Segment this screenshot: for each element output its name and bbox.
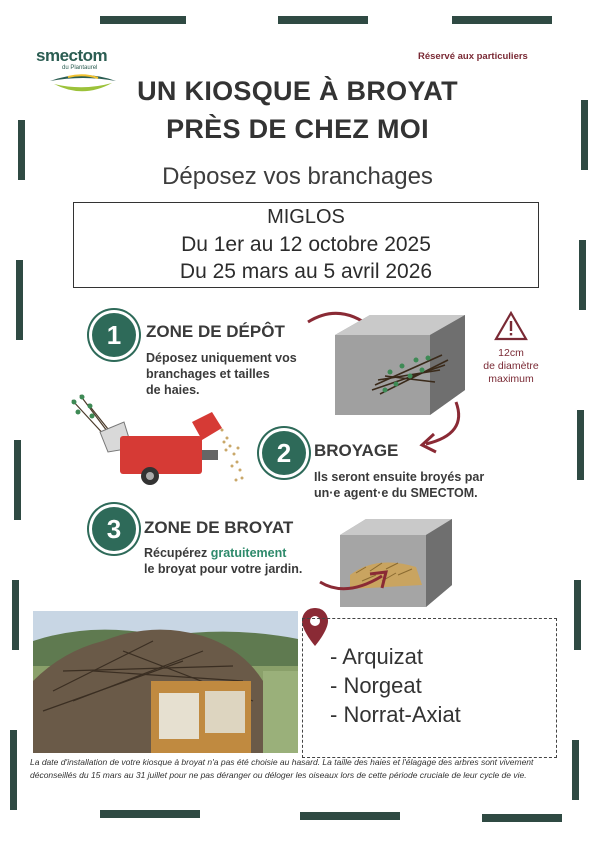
warning-line: 12cm [498,347,524,359]
step-3-number: 3 [92,507,136,551]
frame-dash [100,16,186,24]
diameter-warning [470,347,552,386]
curved-arrow-icon [316,560,396,600]
step-3-text-highlight: gratuitement [210,546,287,560]
frame-dash [300,812,400,820]
step-1-text-line: de haies. [146,383,200,397]
date-period-1: Du 1er au 12 octobre 2025 [181,233,431,256]
frame-dash [452,16,552,24]
shredder-illustration [62,390,252,490]
step-2-text [314,469,484,501]
page-title-line2: PRÈS DE CHEZ MOI [166,114,429,144]
step-2-number: 2 [262,431,306,475]
step-1-text-line: branchages et tailles [146,367,270,381]
place-name: MIGLOS [267,206,345,228]
step-2-text-line: Ils seront ensuite broyés par [314,470,485,484]
frame-dash [482,814,562,822]
page-title-line1: UN KIOSQUE À BROYAT [137,76,458,106]
warning-line: maximum [488,373,534,385]
frame-dash [14,440,21,520]
page-subtitle: Déposez vos branchages [162,163,433,190]
frame-dash [12,580,19,650]
frame-dash [577,410,584,480]
logo-subtitle: du Plantaurel [62,65,98,71]
step-1-number: 1 [92,313,136,357]
location-item: - Norgeat [330,673,422,698]
warning-line: de diamètre [483,360,539,372]
step-3-text-start: Récupérez [144,546,211,560]
location-item: - Norrat-Axiat [330,702,461,727]
step-2-title: BROYAGE [314,441,399,460]
reserved-label: Réservé aux particuliers [418,51,528,62]
step-1-title: ZONE DE DÉPÔT [146,322,285,341]
step-3-text-line [144,545,302,561]
warning-icon [494,311,528,341]
step-3-text [144,545,302,577]
kiosk-photo [33,611,298,753]
footnote: La date d'installation de votre kiosque à broyat n'a pas été choisie au hasard. La taille des haies et l'élagage des arbres sont vivement déconseillés du 15 mars au 31 juillet pour ne pas déranger ou déloger les oiseaux lors de cette période cruciale de leur cycle de vie. [30,757,534,780]
kiosk-photo-image [33,611,298,753]
logo-name: smectom [36,46,108,65]
date-period-2: Du 25 mars au 5 avril 2026 [179,260,433,283]
step-3-text-line: le broyat pour votre jardin. [144,562,303,576]
location-item: - Arquizat [330,644,423,669]
frame-dash [278,16,368,24]
curved-arrow-icon [410,398,470,458]
frame-dash [579,240,586,310]
step-3-title: ZONE DE BROYAT [144,518,294,537]
step-2-text-line: un·e agent·e du SMECTOM. [314,486,478,500]
frame-dash [16,260,23,340]
step-1-text-line: Déposez uniquement vos [146,351,297,365]
frame-dash [572,740,579,800]
frame-dash [100,810,200,818]
frame-dash [10,730,17,810]
dates-box [73,202,539,288]
frame-dash [574,580,581,650]
